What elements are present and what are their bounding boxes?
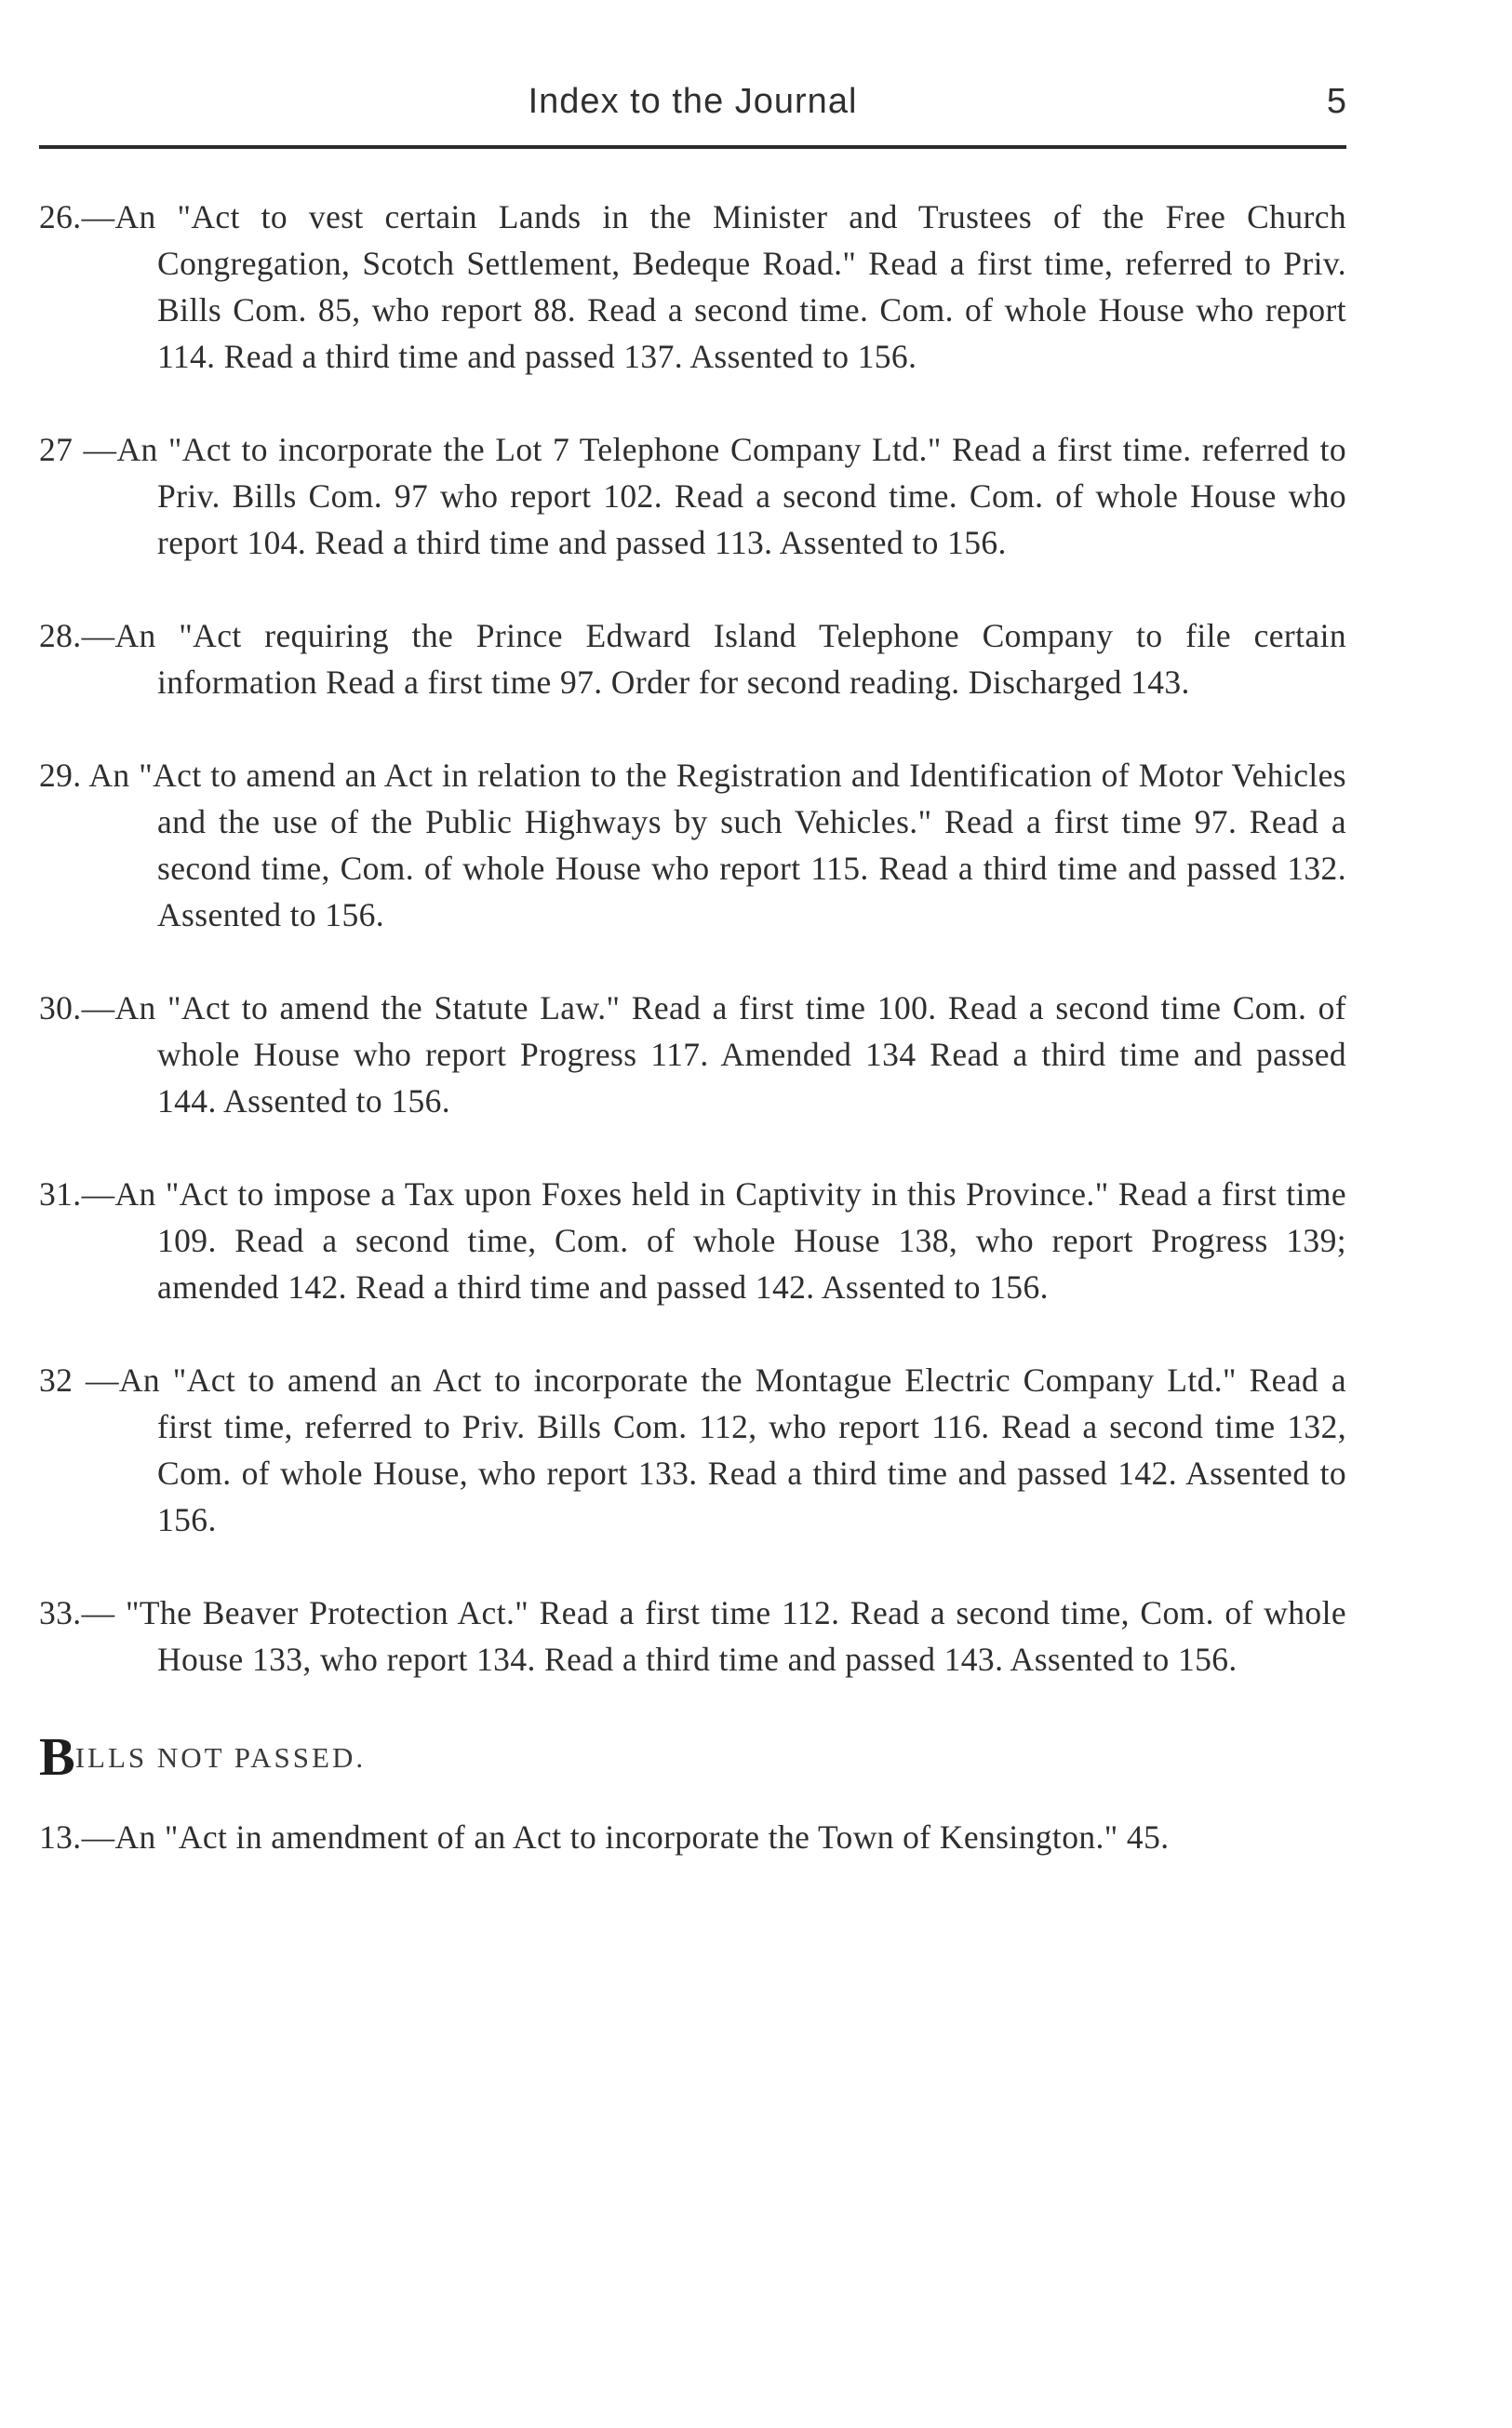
section-heading-initial: B (39, 1726, 75, 1787)
index-entry-33: 33.— "The Beaver Protection Act." Read a first time 112. Read a second time, Com. of whole House 133, who report 134. Read a third time and passed 143. Assented to 156. (39, 1594, 1346, 1678)
index-entry-28: 28.—An "Act requiring the Prince Edward Island Telephone Company to file certain information Read a first time 97. Order for second reading. Discharged 143. (39, 617, 1346, 701)
header-rule (39, 145, 1346, 149)
section-heading-bills-not-passed (39, 1726, 1346, 1787)
running-title: Index to the Journal (528, 82, 858, 121)
section-heading-rest: ILLS NOT PASSED. (74, 1741, 367, 1774)
index-entry-29: 29. An "Act to amend an Act in relation to the Registration and Identification of Motor Vehicles and the use of the Public Highways by such Vehicles." Read a first time 97. Read a second time, Com. of whole House who report 115. Read a third time and passed 132. Assented to 156. (39, 757, 1346, 933)
index-entry-13-not-passed: 13.—An "Act in amendment of an Act to incorporate the Town of Kensington." 45. (39, 1818, 1170, 1856)
index-entry-32: 32 —An "Act to amend an Act to incorporate the Montague Electric Company Ltd." Read a first time, referred to Priv. Bills Com. 112, who report 116. Read a second time 132, Com. of whole House, who report 133. Read a third time and passed 142. Assented to 156. (39, 1362, 1346, 1538)
index-entry-31: 31.—An "Act to impose a Tax upon Foxes held in Captivity in this Province." Read a first time 109. Read a second time, Com. of whole House 138, who report Progress 139; amended 142. Read a third time and passed 142. Assented to 156. (39, 1175, 1346, 1306)
index-entry-26: 26.—An "Act to vest certain Lands in the Minister and Trustees of the Free Church Congregation, Scotch Settlement, Bedeque Road." Read a first time, referred to Priv. Bills Com. 85, who report 88. Read a second time. Com. of whole House who report 114. Read a third time and passed 137. Assented to 156. (39, 198, 1346, 375)
index-entry-27: 27 —An "Act to incorporate the Lot 7 Telephone Company Ltd." Read a first time. referred to Priv. Bills Com. 97 who report 102. Read a second time. Com. of whole House who report 104. Read a third time and passed 113. Assented to 156. (39, 431, 1346, 561)
index-entries (39, 194, 1346, 1907)
page-header (39, 73, 1346, 147)
page-number: 5 (1326, 82, 1346, 121)
index-entry-30: 30.—An "Act to amend the Statute Law." Read a first time 100. Read a second time Com. of whole House who report Progress 117. Amended 134 Read a third time and passed 144. Assented to 156. (39, 989, 1346, 1120)
